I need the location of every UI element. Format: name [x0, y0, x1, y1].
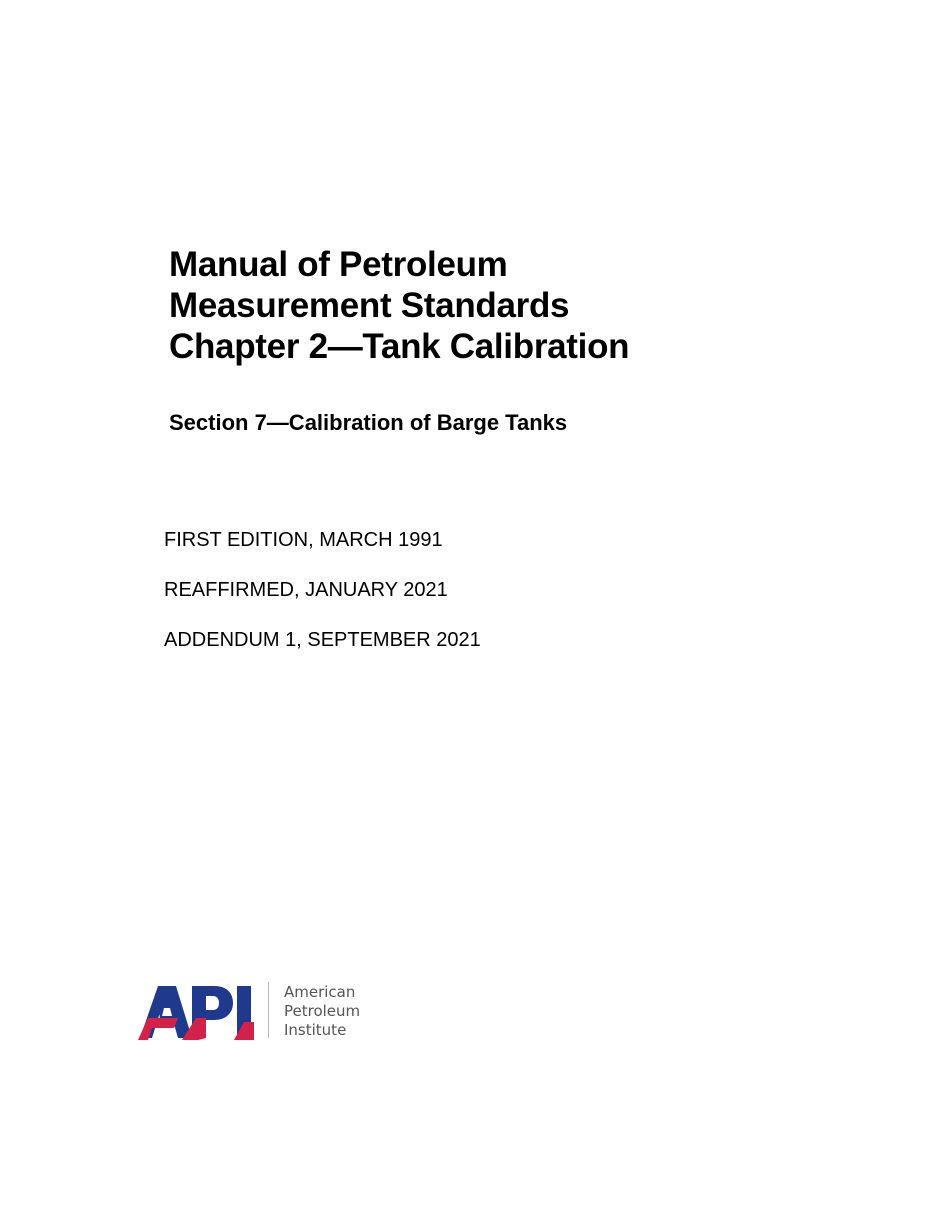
logo-name-line-1: American: [284, 983, 356, 1001]
api-logo-mark: [138, 978, 256, 1042]
title-line-2: Measurement Standards: [169, 286, 570, 325]
logo-org-name: [284, 983, 360, 1040]
title-line-1: Manual of Petroleum: [169, 245, 508, 284]
edition-history: [164, 528, 481, 678]
edition-addendum: ADDENDUM 1, SEPTEMBER 2021: [164, 629, 481, 651]
edition-first: FIRST EDITION, MARCH 1991: [164, 529, 443, 551]
title-line-3: Chapter 2—Tank Calibration: [169, 327, 630, 366]
section-title: Section 7—Calibration of Barge Tanks: [169, 410, 568, 435]
logo-name-line-3: Institute: [284, 1021, 347, 1039]
logo-divider: [268, 982, 269, 1038]
api-logo: [138, 978, 378, 1042]
document-title: [169, 244, 869, 367]
logo-name-line-2: Petroleum: [284, 1002, 361, 1020]
edition-reaffirmed: REAFFIRMED, JANUARY 2021: [164, 579, 448, 601]
